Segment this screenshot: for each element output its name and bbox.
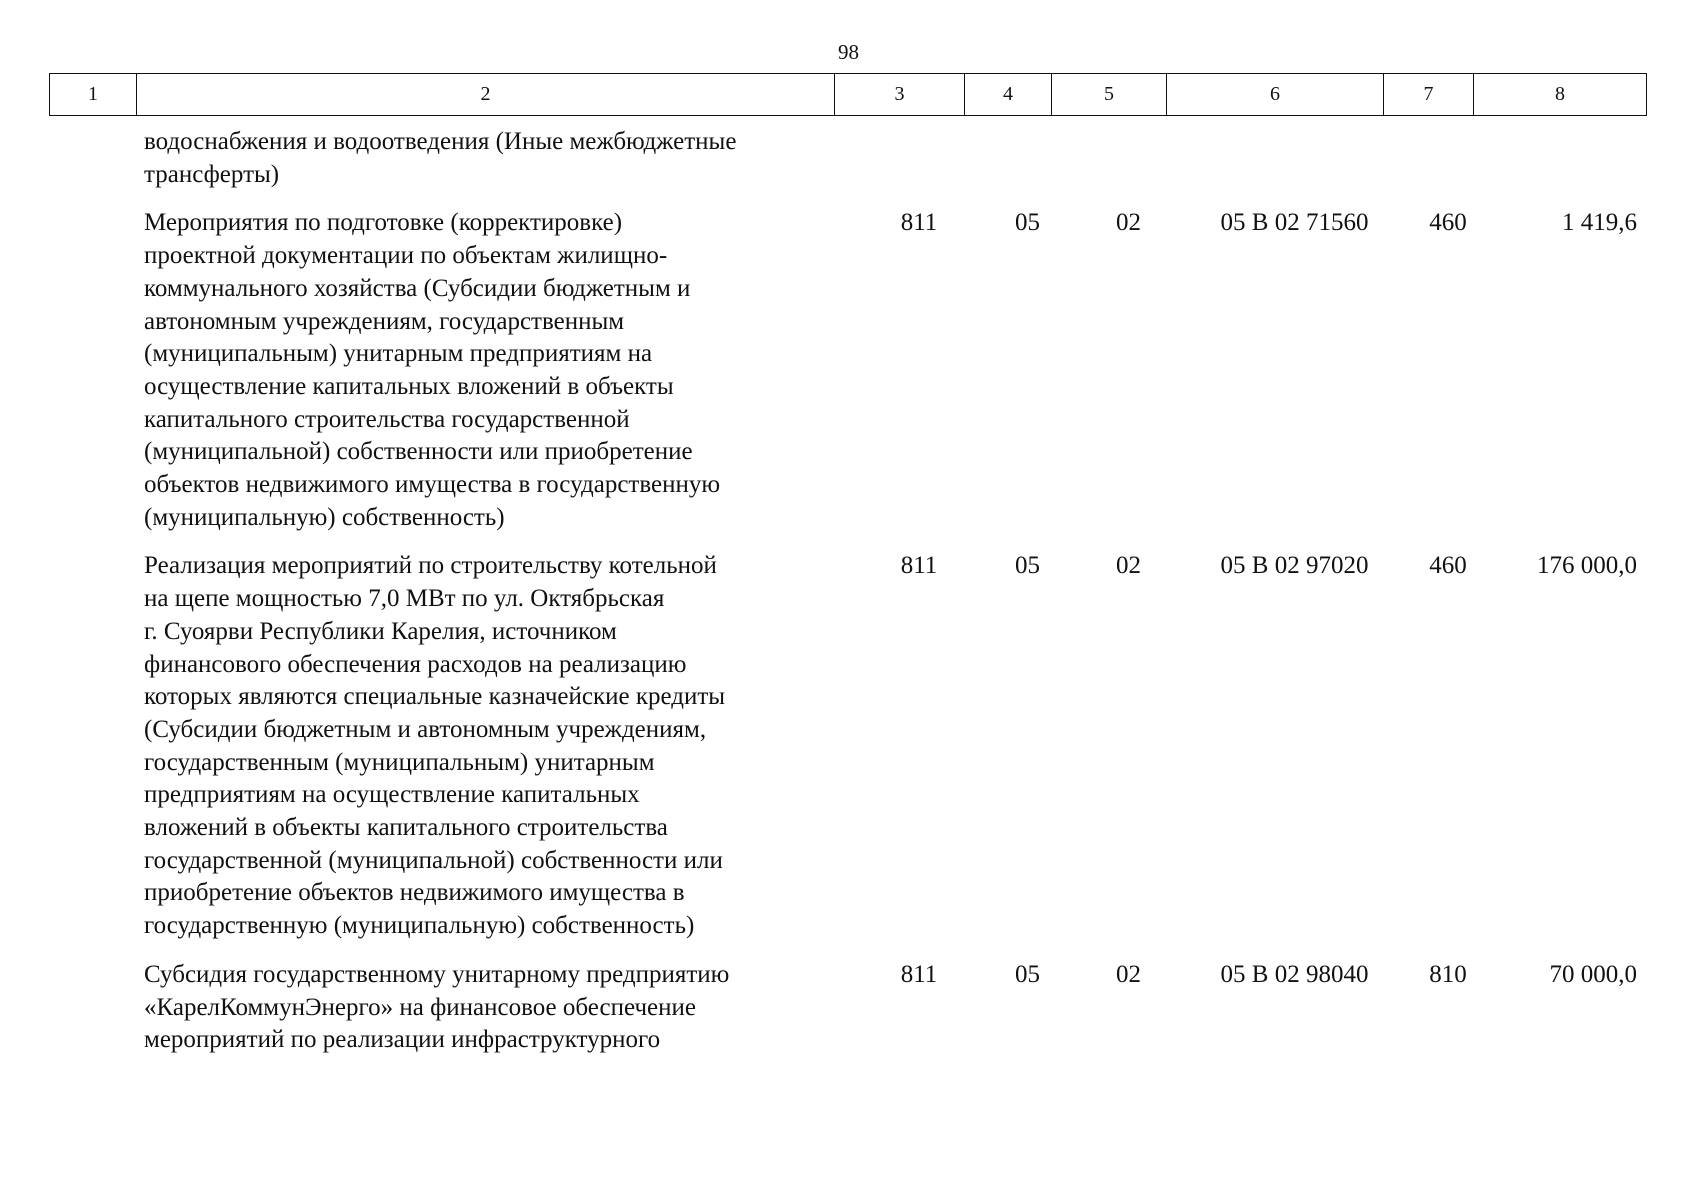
amount: 176 000,0 — [1537, 552, 1637, 580]
description-line: вложений в объекты капитального строительства — [144, 814, 668, 842]
description-line: на щепе мощностью 7,0 МВт по ул. Октябрьская — [144, 585, 665, 613]
description-line: Мероприятия по подготовке (корректировке) — [144, 209, 623, 237]
column-header-7: 7 — [1384, 74, 1474, 116]
amount: 70 000,0 — [1549, 960, 1637, 988]
target-article-code: 05 В 02 98040 — [1220, 960, 1369, 988]
amount: 1 419,6 — [1562, 209, 1637, 237]
description-line: приобретение объектов недвижимого имущества в — [144, 879, 685, 907]
column-header-2: 2 — [137, 74, 835, 116]
expense-type-code: 810 — [1429, 960, 1467, 988]
subsection-code: 02 — [1116, 209, 1141, 237]
description-line: капитального строительства государственной — [144, 405, 630, 433]
description-line: водоснабжения и водоотведения (Иные межбюджетные — [144, 128, 737, 155]
description-line: трансферты) — [144, 160, 280, 188]
description-line: Реализация мероприятий по строительству котельной — [144, 552, 717, 580]
column-header-table — [49, 73, 1647, 116]
amount — [1493, 126, 1646, 191]
ministry-code: 811 — [900, 209, 938, 237]
column-header-4: 4 — [965, 74, 1052, 116]
description-line: проектной документации по объектам жилищно- — [144, 242, 668, 270]
description-line: которых являются специальные казначейские кредиты — [144, 683, 726, 711]
subsection-code: 02 — [1116, 960, 1141, 988]
page-number: 98 — [838, 40, 859, 64]
column-header-8: 8 — [1474, 74, 1647, 116]
target-article-code: 05 В 02 71560 — [1220, 209, 1369, 237]
column-header-5: 5 — [1052, 74, 1167, 116]
description-line: государственной (муниципальной) собственности или — [144, 846, 723, 874]
description-line: «КарелКоммунЭнерго» на финансовое обеспечение — [144, 993, 696, 1021]
table-row — [49, 207, 1646, 534]
budget-rows — [49, 126, 1646, 1057]
table-row — [49, 959, 1646, 1057]
expense-type-code: 460 — [1429, 552, 1467, 580]
description-line: г. Суоярви Республики Карелия, источником — [144, 617, 617, 645]
ministry-code: 811 — [900, 552, 938, 580]
subsection-code: 02 — [1116, 552, 1141, 580]
row-description — [49, 959, 854, 1057]
description-line: государственным (муниципальным) унитарным — [144, 748, 655, 776]
target-article-code: 05 В 02 97020 — [1220, 552, 1369, 580]
description-line: (муниципальной) собственности или приобретение — [144, 438, 693, 466]
section-code: 05 — [1015, 960, 1040, 988]
section-code — [984, 126, 1071, 191]
description-line: предприятиям на осуществление капитальных — [144, 781, 640, 809]
description-line: осуществление капитальных вложений в объекты — [144, 372, 674, 400]
ministry-code — [854, 126, 984, 191]
description-line: автономным учреждениям, государственным — [144, 307, 625, 335]
section-code: 05 — [1015, 552, 1040, 580]
description-line: Субсидия государственному унитарному предприятию — [144, 960, 730, 988]
column-header-1: 1 — [50, 74, 137, 116]
column-header-3: 3 — [835, 74, 965, 116]
row-description — [49, 126, 854, 191]
table-row — [49, 550, 1646, 942]
description-line: коммунального хозяйства (Субсидии бюджетным и — [144, 274, 691, 302]
target-article-code — [1186, 126, 1403, 191]
expense-type-code — [1403, 126, 1493, 191]
description-line: (Субсидии бюджетным и автономным учреждениям, — [144, 715, 707, 743]
ministry-code: 811 — [900, 960, 938, 988]
description-line: объектов недвижимого имущества в государственную — [144, 471, 721, 499]
column-header-6: 6 — [1167, 74, 1384, 116]
expense-type-code: 460 — [1429, 209, 1467, 237]
description-line: (муниципальным) унитарным предприятиям на — [144, 340, 653, 368]
row-description — [49, 207, 854, 534]
table-row — [49, 126, 1646, 191]
description-line: мероприятий по реализации инфраструктурного — [144, 1026, 661, 1054]
section-code: 05 — [1015, 209, 1040, 237]
description-line: государственную (муниципальную) собственность) — [144, 912, 695, 940]
description-line: финансового обеспечения расходов на реализацию — [144, 650, 687, 678]
description-line: (муниципальную) собственность) — [144, 503, 505, 531]
column-header-row — [50, 74, 1647, 116]
row-description — [49, 550, 854, 942]
subsection-code — [1071, 126, 1186, 191]
